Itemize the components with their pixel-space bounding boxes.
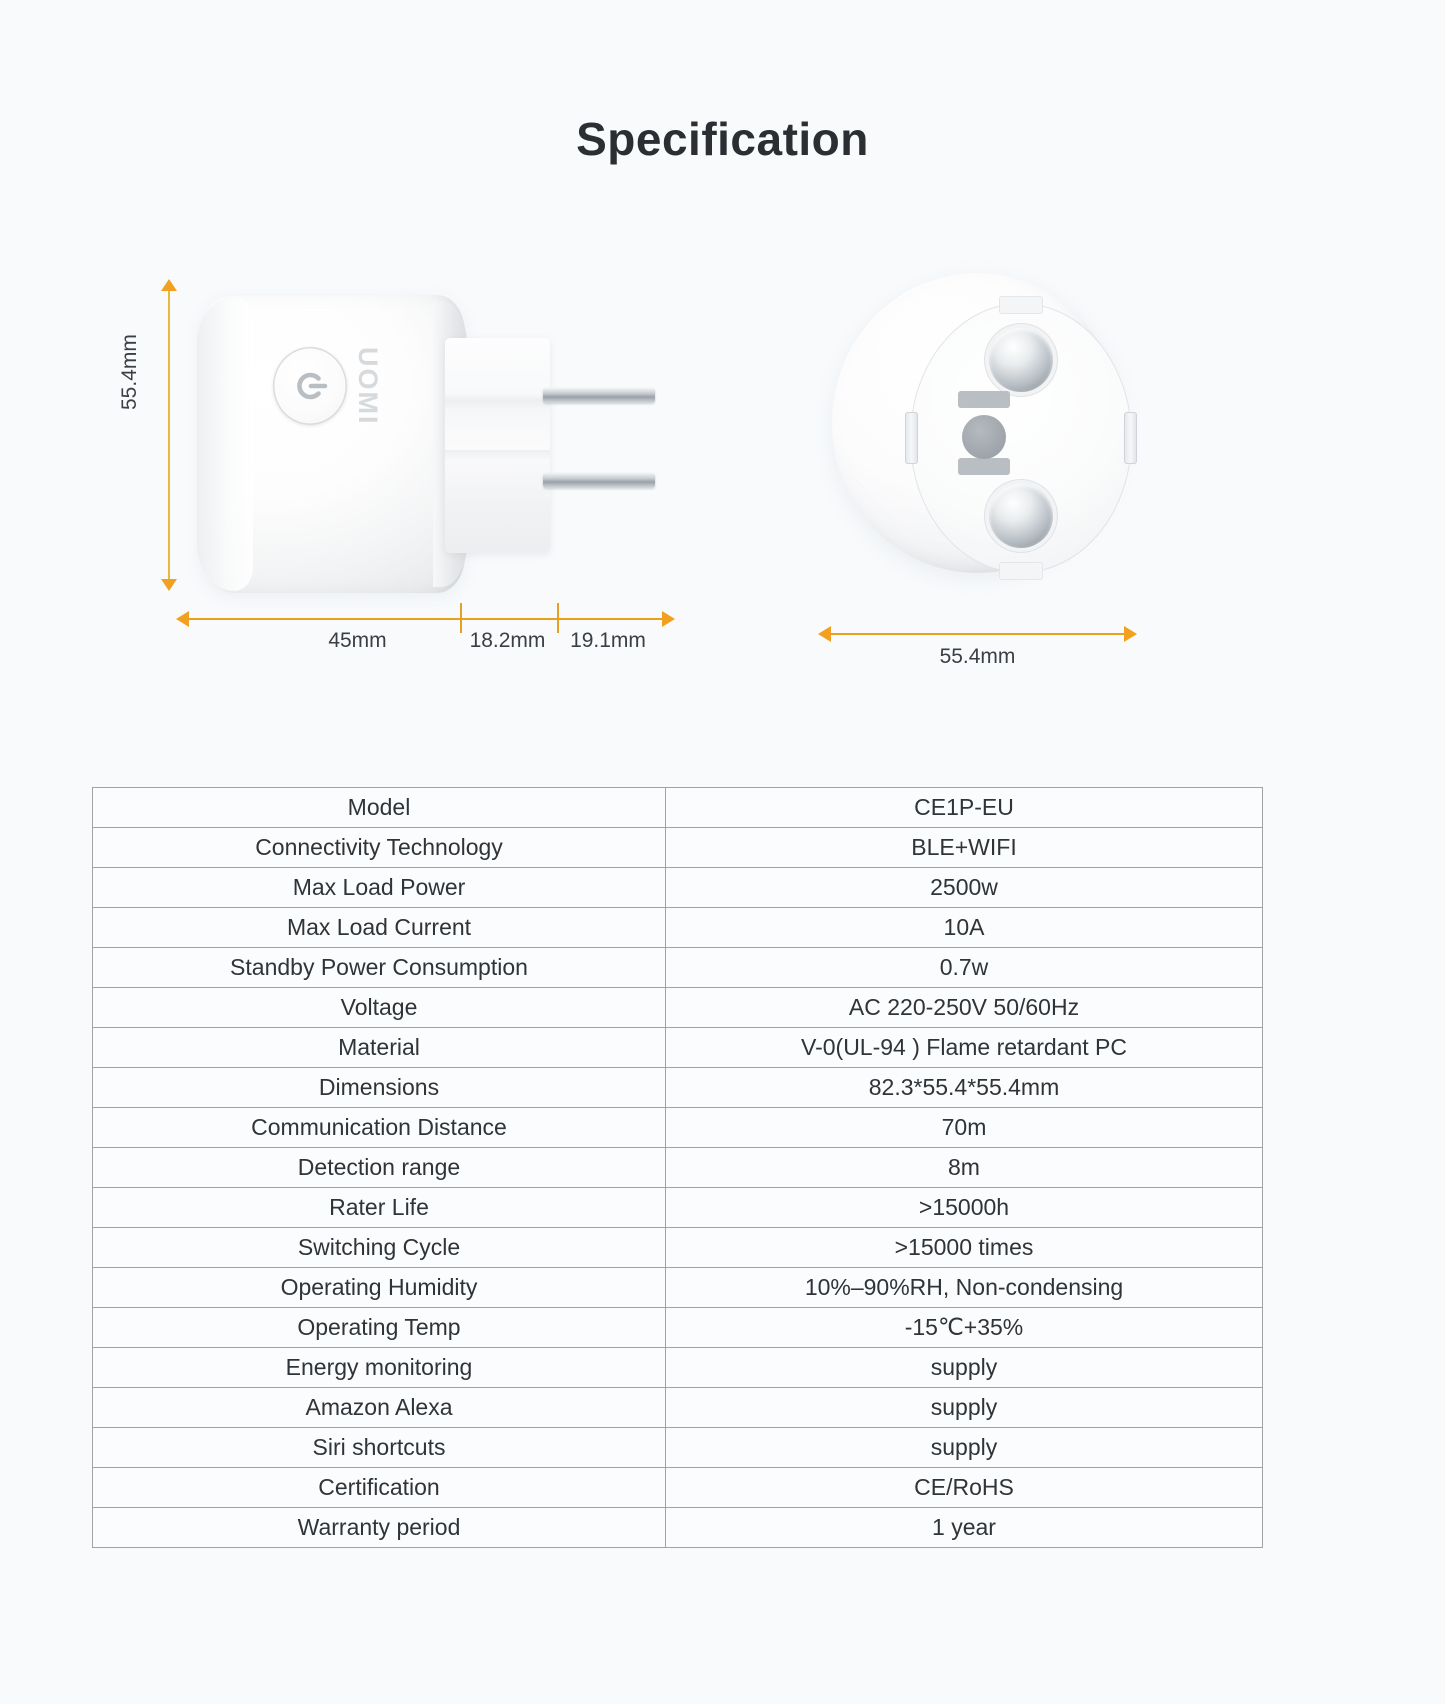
height-dimension-label: 55.4mm [118,334,141,410]
page-title: Specification [576,113,869,165]
table-row [93,948,1263,988]
spec-value-cell: supply [666,1388,1263,1428]
spec-label-cell: Switching Cycle [93,1228,666,1268]
spec-label-cell: Siri shortcuts [93,1428,666,1468]
table-row [93,1388,1263,1428]
socket-notch-top [999,296,1043,314]
earth-clip-right [1124,412,1137,464]
table-row [93,1028,1263,1068]
spec-label-cell: Max Load Power [93,868,666,908]
table-row [93,1068,1263,1108]
spec-value-cell: AC 220-250V 50/60Hz [666,988,1263,1028]
socket-hole-bottom [989,484,1053,548]
spec-value-cell: 70m [666,1108,1263,1148]
spec-value-cell: CE/RoHS [666,1468,1263,1508]
table-row [93,1108,1263,1148]
spec-label-cell: Amazon Alexa [93,1388,666,1428]
figure-socket-face [790,255,1390,715]
socket-hole-top [989,328,1053,392]
spec-label-cell: Communication Distance [93,1108,666,1148]
power-button[interactable] [273,347,347,425]
power-icon [290,366,330,406]
plug-front-cap [197,297,253,591]
spec-value-cell: supply [666,1348,1263,1388]
table-row [93,908,1263,948]
plug-prong-block [445,338,550,553]
earth-clip-left [905,412,918,464]
spec-label-cell: Operating Temp [93,1308,666,1348]
spec-label-cell: Dimensions [93,1068,666,1108]
width-label-body: 45mm [328,629,387,652]
spec-value-cell: >15000 times [666,1228,1263,1268]
socket-width-label: 55.4mm [939,645,1016,668]
spec-label-cell: Operating Humidity [93,1268,666,1308]
spec-label-cell: Voltage [93,988,666,1028]
table-row [93,1428,1263,1468]
specification-table [92,787,1263,1548]
figure-side-view [0,255,720,715]
plug-pin-top [543,388,655,403]
spec-label-cell: Certification [93,1468,666,1508]
table-row [93,1308,1263,1348]
spec-label-cell: Connectivity Technology [93,828,666,868]
socket-outer-shell [832,273,1122,573]
spec-label-cell: Standby Power Consumption [93,948,666,988]
width-label-block: 18.2mm [469,629,546,652]
spec-value-cell: 0.7w [666,948,1263,988]
table-row [93,1468,1263,1508]
spec-label-cell: Detection range [93,1148,666,1188]
spec-value-cell: >15000h [666,1188,1263,1228]
spec-value-cell: BLE+WIFI [666,828,1263,868]
table-row [93,1188,1263,1228]
spec-value-cell: 10A [666,908,1263,948]
spec-value-cell: 82.3*55.4*55.4mm [666,1068,1263,1108]
socket-recess [910,303,1132,573]
table-row [93,1508,1263,1548]
height-dimension-arrow [168,290,170,580]
table-row [93,788,1263,828]
spec-value-cell: -15℃+35% [666,1308,1263,1348]
socket-notch-bottom [999,562,1043,580]
specification-table-body [93,788,1263,1548]
table-row [93,1348,1263,1388]
spec-label-cell: Warranty period [93,1508,666,1548]
table-row [93,988,1263,1028]
brand-logo-text: UOMI [353,347,383,426]
spec-label-cell: Rater Life [93,1188,666,1228]
width-dimension-arrow [188,618,663,620]
socket-slot-bottom [958,458,1010,475]
socket-center-stub [962,415,1006,459]
socket-width-dimension-arrow [830,633,1125,635]
spec-value-cell: 1 year [666,1508,1263,1548]
spec-value-cell: 2500w [666,868,1263,908]
spec-value-cell: 8m [666,1148,1263,1188]
spec-value-cell: 10%–90%RH, Non-condensing [666,1268,1263,1308]
spec-value-cell: CE1P-EU [666,788,1263,828]
table-row [93,1228,1263,1268]
socket-slot-top [958,391,1010,408]
plug-pin-bottom [543,473,655,488]
product-figures [0,255,1445,715]
table-row [93,828,1263,868]
spec-value-cell: V-0(UL-94 ) Flame retardant PC [666,1028,1263,1068]
table-row [93,868,1263,908]
spec-label-cell: Max Load Current [93,908,666,948]
spec-label-cell: Energy monitoring [93,1348,666,1388]
spec-value-cell: supply [666,1428,1263,1468]
width-label-pins: 19.1mm [570,629,646,652]
table-row [93,1148,1263,1188]
spec-label-cell: Material [93,1028,666,1068]
table-row [93,1268,1263,1308]
smart-plug-side-image [195,275,695,595]
spec-label-cell: Model [93,788,666,828]
